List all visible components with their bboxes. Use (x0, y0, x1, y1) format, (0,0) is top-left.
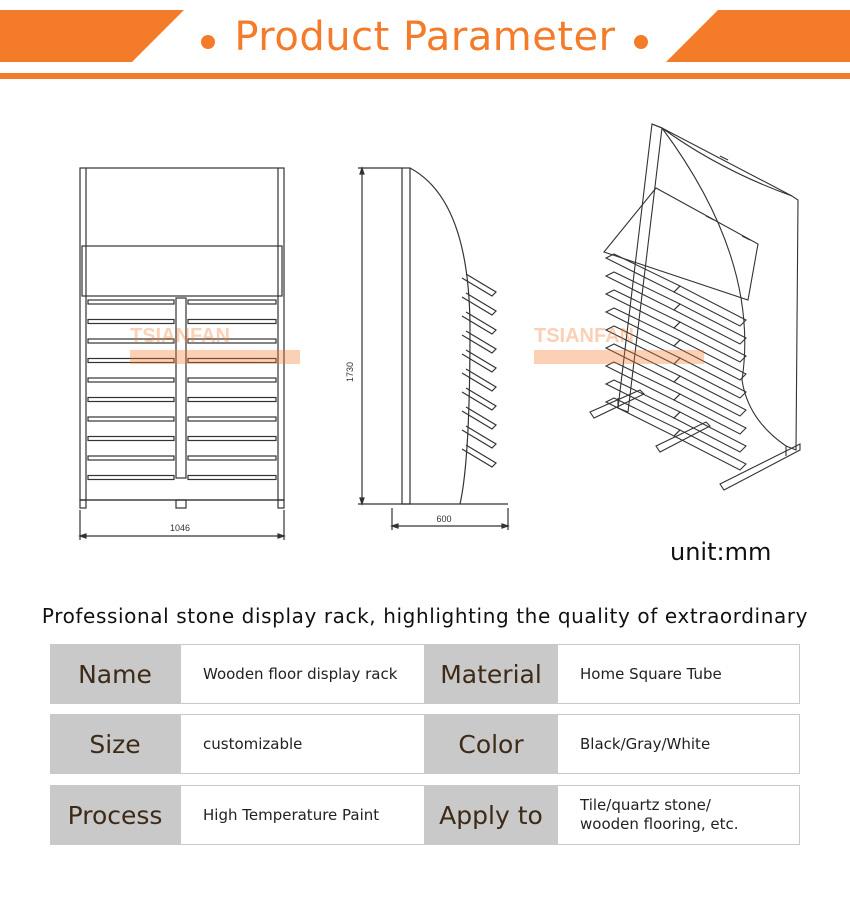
spec-value: Home Square Tube (557, 644, 800, 704)
watermark-right-band (534, 350, 704, 364)
spec-value: High Temperature Paint (180, 785, 425, 845)
spec-label: Size (50, 714, 180, 774)
spec-value: Black/Gray/White (557, 714, 800, 774)
height-dimension: 1730 (345, 361, 355, 383)
technical-drawing (0, 80, 850, 600)
watermark-left (130, 325, 300, 364)
front-slat (188, 456, 276, 460)
spec-row (50, 714, 800, 774)
page-title: Product Parameter (234, 14, 616, 60)
front-slat (88, 398, 174, 402)
side-slat (462, 407, 496, 429)
product-subtitle: Professional stone display rack, highlighting the quality of extraordinary (41, 604, 809, 628)
side-view (358, 168, 508, 530)
watermark-left-logo: TSIANFAN (130, 325, 230, 347)
side-slat (462, 312, 496, 334)
spec-label: Material (425, 644, 557, 704)
front-slat (188, 476, 276, 480)
side-slat (462, 293, 496, 315)
front-slat (188, 417, 276, 421)
header-banner (0, 0, 850, 80)
front-slat (188, 437, 276, 441)
spec-label: Name (50, 644, 180, 704)
side-slat (462, 388, 496, 410)
front-slat (188, 300, 276, 304)
front-slat (88, 476, 174, 480)
perspective-view (590, 124, 800, 490)
spec-label: Color (425, 714, 557, 774)
front-slat (188, 398, 276, 402)
side-depth-dimension: 600 (436, 514, 452, 524)
side-slat (462, 331, 496, 353)
spec-value: Tile/quartz stone/ wooden flooring, etc. (557, 785, 800, 845)
spec-row (50, 644, 800, 704)
front-slat (88, 300, 174, 304)
front-slat (88, 437, 174, 441)
spec-label: Apply to (425, 785, 557, 845)
front-slat (88, 456, 174, 460)
front-slat (88, 320, 174, 324)
front-slat (88, 378, 174, 382)
watermark-left-band (130, 350, 300, 364)
front-slat (88, 417, 174, 421)
side-slat (462, 369, 496, 391)
spec-row (50, 785, 800, 845)
spec-value: Wooden floor display rack (180, 644, 425, 704)
watermark-right-logo: TSIANFAN (534, 325, 634, 347)
banner-underline (0, 73, 850, 79)
spec-value: customizable (180, 714, 425, 774)
side-slat (462, 350, 496, 372)
spec-label: Process (50, 785, 180, 845)
front-slat (188, 320, 276, 324)
front-slat (188, 378, 276, 382)
unit-label: unit:mm (670, 538, 772, 566)
persp-slat (606, 398, 680, 436)
front-width-dimension: 1046 (169, 523, 191, 533)
